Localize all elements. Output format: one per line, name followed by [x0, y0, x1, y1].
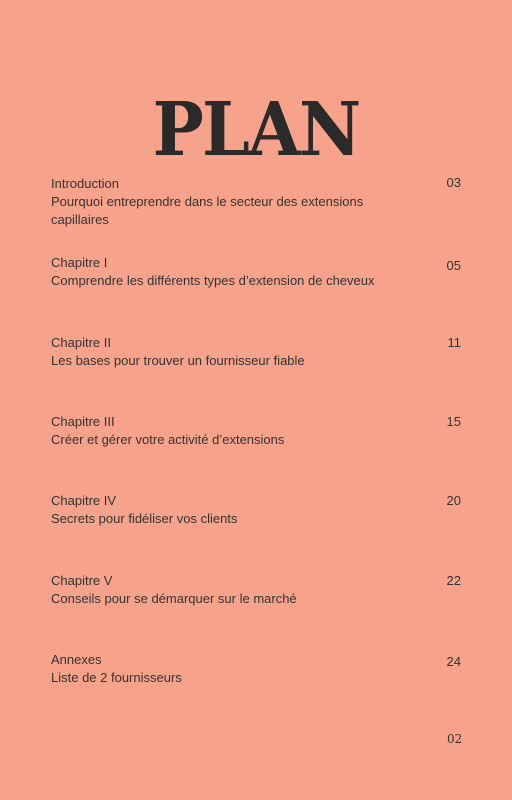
toc-chapter-description: Conseils pour se démarquer sur le marché	[51, 591, 297, 606]
toc-chapter-label: Chapitre I	[51, 255, 108, 270]
toc-entry-text	[51, 492, 411, 528]
toc-page-number: 22	[446, 573, 461, 588]
toc-entry-introduction	[51, 175, 461, 229]
toc-page-number: 24	[446, 654, 461, 669]
toc-page-number: 20	[446, 493, 461, 508]
toc-page-number: 05	[446, 258, 461, 273]
toc-entry-chapitre-1	[51, 254, 461, 290]
page-number: 02	[447, 732, 463, 746]
toc-chapter-description: Pourquoi entreprendre dans le secteur des extensions capillaires	[51, 194, 364, 227]
toc-entry-text	[51, 175, 411, 229]
toc-chapter-label: Chapitre IV	[51, 493, 117, 508]
toc-chapter-description: Créer et gérer votre activité d’extensions	[51, 432, 285, 447]
toc-entry-text	[51, 413, 411, 449]
toc-entry-annexes	[51, 651, 461, 687]
toc-entry-chapitre-5	[51, 572, 461, 608]
toc-page-number: 03	[446, 175, 461, 190]
toc-chapter-label: Annexes	[51, 652, 102, 667]
toc-entry-text	[51, 254, 411, 290]
toc-chapter-description: Liste de 2 fournisseurs	[51, 670, 182, 685]
toc-chapter-label: Chapitre II	[51, 335, 111, 350]
toc-entry-chapitre-4	[51, 492, 461, 528]
toc-entry-text	[51, 572, 411, 608]
toc-chapter-label: Chapitre V	[51, 573, 113, 588]
toc-chapter-label: Chapitre III	[51, 414, 115, 429]
toc-entry-chapitre-3	[51, 413, 461, 449]
toc-chapter-description: Comprendre les différents types d’extension de cheveux	[51, 273, 375, 288]
page-title: PLAN	[152, 86, 360, 173]
toc-chapter-label: Introduction	[51, 176, 119, 191]
toc-chapter-description: Secrets pour fidéliser vos clients	[51, 511, 238, 526]
toc-entry-text	[51, 651, 411, 687]
toc-entry-text	[51, 334, 411, 370]
toc-entry-chapitre-2	[51, 334, 461, 370]
toc-chapter-description: Les bases pour trouver un fournisseur fiable	[51, 353, 305, 368]
toc-page-number: 11	[447, 335, 461, 350]
toc-page-number: 15	[446, 414, 461, 429]
